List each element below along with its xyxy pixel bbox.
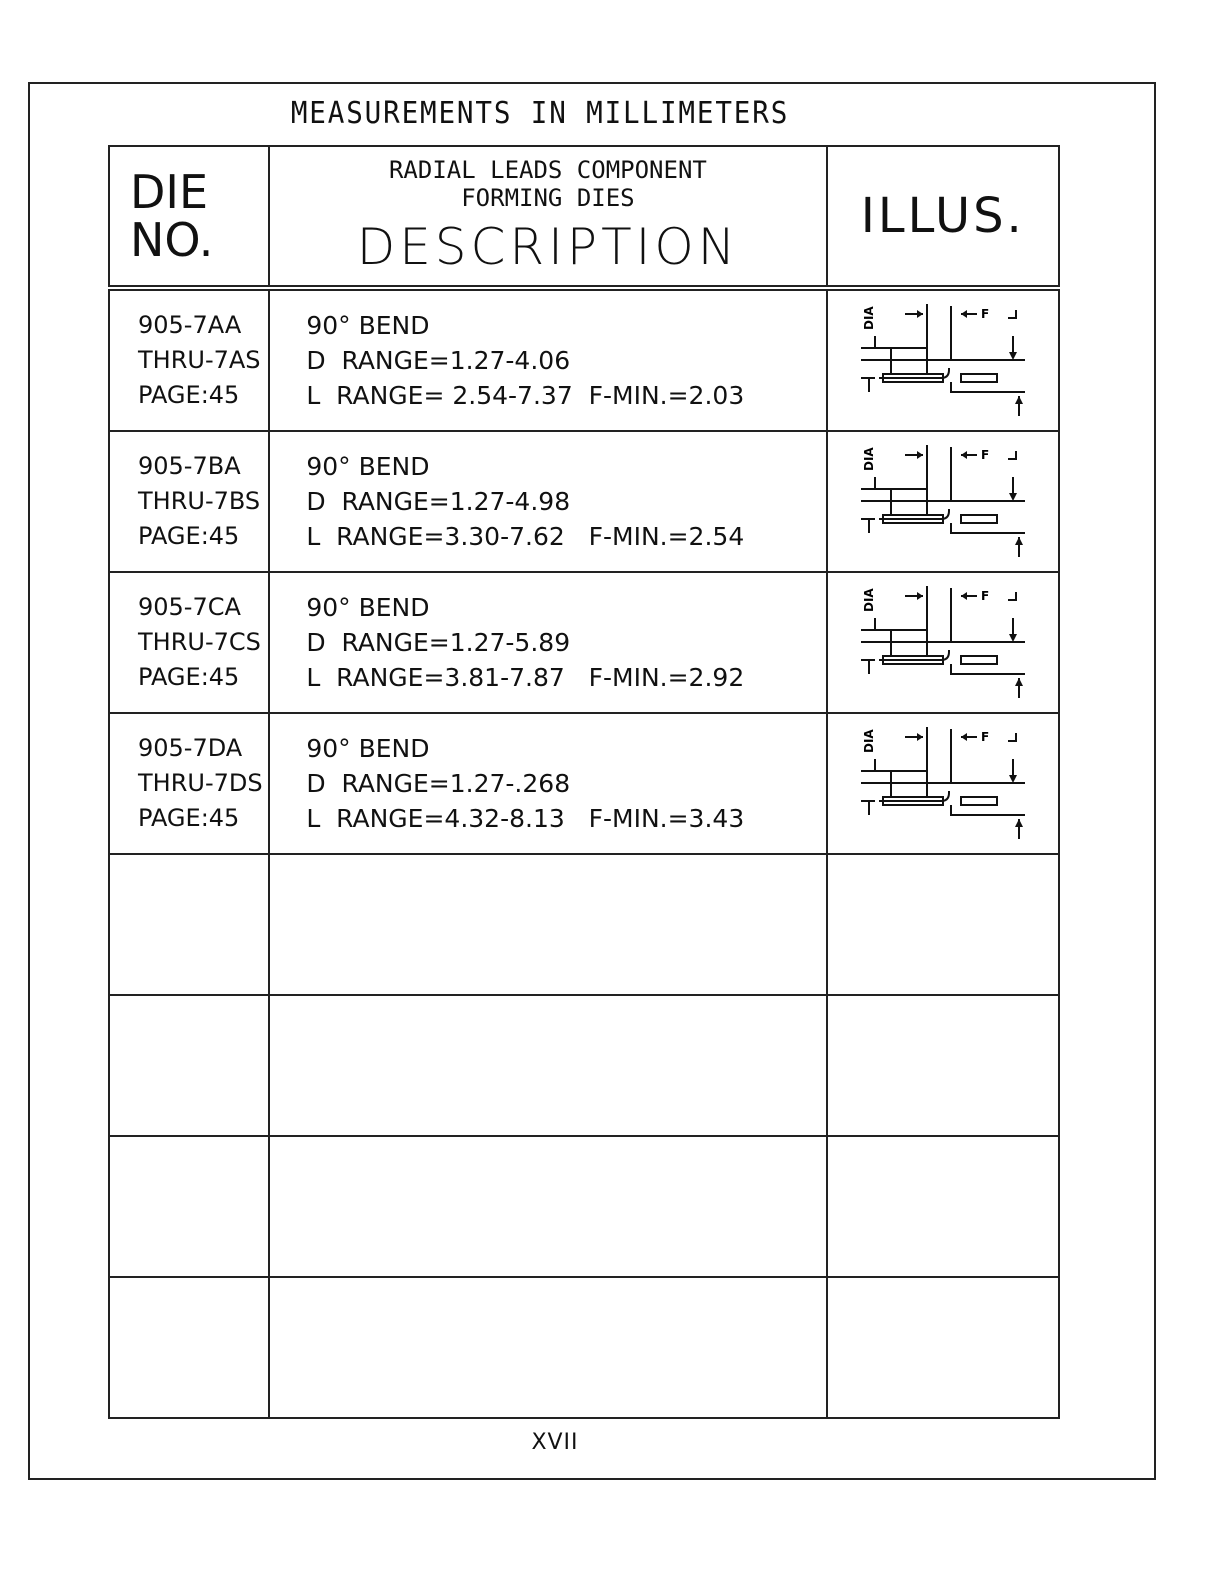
- t-marker: [861, 519, 875, 533]
- arrow-head: [1009, 352, 1017, 360]
- illustration-cell: [827, 713, 1060, 854]
- arrow-head: [1015, 819, 1023, 827]
- t-marker: [861, 378, 875, 392]
- corner-mark: [1008, 310, 1016, 318]
- arrow-head: [917, 733, 923, 741]
- d-range-text: D RANGE=1.27-5.89: [306, 628, 571, 657]
- arrow-head: [1015, 396, 1023, 404]
- bottom-line: [951, 382, 1025, 392]
- arrow-head: [1009, 634, 1017, 642]
- die-thru: THRU-7BS: [138, 487, 261, 515]
- dia-label: DIA: [861, 446, 876, 471]
- empty-cell: [269, 1277, 826, 1418]
- lead-tail: [961, 797, 997, 805]
- die-number: 905-7CA: [138, 593, 241, 621]
- illus-header: ILLUS.: [827, 146, 1060, 288]
- bend-text: 90° BEND: [306, 311, 430, 340]
- bend-text: 90° BEND: [306, 452, 430, 481]
- arrow-head: [1015, 537, 1023, 545]
- lead-tail: [961, 374, 997, 382]
- arrow-head: [917, 592, 923, 600]
- empty-cell: [827, 1277, 1060, 1418]
- empty-cell: [269, 995, 826, 1136]
- corner-mark: [1008, 733, 1016, 741]
- bend-diagram-icon: [853, 296, 1033, 426]
- die-header-line2: NO.: [130, 213, 214, 267]
- arrow-head: [917, 310, 923, 318]
- bend-diagram-icon: [853, 578, 1033, 708]
- bend-diagram-icon: [853, 437, 1033, 567]
- empty-table-row: [109, 1136, 1059, 1277]
- arrow-head: [1009, 775, 1017, 783]
- arrow-head: [1015, 678, 1023, 686]
- table-row: [109, 572, 1059, 713]
- d-range-text: D RANGE=1.27-4.98: [306, 487, 571, 516]
- bend-text: 90° BEND: [306, 593, 430, 622]
- description-cell: [269, 713, 826, 854]
- t-marker: [861, 801, 875, 815]
- die-number: 905-7AA: [138, 311, 242, 339]
- table-header-row: [109, 146, 1059, 288]
- empty-cell: [109, 1277, 269, 1418]
- empty-cell: [827, 995, 1060, 1136]
- bend-text: 90° BEND: [306, 734, 430, 763]
- l-range-text: L RANGE= 2.54-7.37 F-MIN.=2.03: [306, 381, 745, 410]
- table-row: [109, 431, 1059, 572]
- lead-tail: [961, 656, 997, 664]
- die-no-header: [109, 146, 269, 288]
- illustration-cell: [827, 431, 1060, 572]
- lead-tail: [961, 515, 997, 523]
- table-row: [109, 288, 1059, 431]
- die-page: PAGE:45: [138, 804, 240, 832]
- bottom-line: [951, 805, 1025, 815]
- description-subtitle-2: FORMING DIES: [461, 184, 635, 212]
- dia-label: DIA: [861, 587, 876, 612]
- empty-cell: [269, 1136, 826, 1277]
- description-cell: [269, 572, 826, 713]
- empty-cell: [109, 995, 269, 1136]
- arrow-head: [961, 451, 967, 459]
- die-thru: THRU-7DS: [138, 769, 263, 797]
- empty-table-row: [109, 995, 1059, 1136]
- f-label: F: [980, 306, 989, 321]
- description-cell: [269, 288, 826, 431]
- arrow-head: [961, 310, 967, 318]
- illustration-cell: [827, 288, 1060, 431]
- description-cell: [269, 431, 826, 572]
- l-range-text: L RANGE=3.81-7.87 F-MIN.=2.92: [306, 663, 745, 692]
- l-range-text: L RANGE=3.30-7.62 F-MIN.=2.54: [306, 522, 745, 551]
- description-header: [269, 146, 826, 288]
- die-no-cell: [109, 572, 269, 713]
- d-range-text: D RANGE=1.27-4.06: [306, 346, 571, 375]
- arrow-head: [961, 733, 967, 741]
- arrow-head: [1009, 493, 1017, 501]
- die-thru: THRU-7AS: [138, 346, 261, 374]
- dia-label: DIA: [861, 728, 876, 753]
- die-table: [108, 145, 1060, 1419]
- die-no-cell: [109, 713, 269, 854]
- description-subtitle-1: RADIAL LEADS COMPONENT: [388, 156, 707, 184]
- corner-mark: [1008, 592, 1016, 600]
- die-page: PAGE:45: [138, 663, 240, 691]
- f-label: F: [980, 588, 989, 603]
- bottom-line: [951, 523, 1025, 533]
- d-range-text: D RANGE=1.27-.268: [306, 769, 571, 798]
- die-page: PAGE:45: [138, 522, 240, 550]
- description-title: DESCRIPTION: [356, 218, 740, 276]
- die-no-cell: [109, 288, 269, 431]
- die-no-cell: [109, 431, 269, 572]
- empty-table-row: [109, 1277, 1059, 1418]
- arrow-head: [961, 592, 967, 600]
- die-header-line1: DIE: [130, 165, 209, 219]
- die-number: 905-7BA: [138, 452, 241, 480]
- t-marker: [861, 660, 875, 674]
- f-label: F: [980, 447, 989, 462]
- die-number: 905-7DA: [138, 734, 243, 762]
- die-page: PAGE:45: [138, 381, 240, 409]
- empty-cell: [827, 854, 1060, 995]
- arrow-head: [917, 451, 923, 459]
- page-number: XVII: [531, 1430, 579, 1455]
- illustration-cell: [827, 572, 1060, 713]
- empty-cell: [109, 854, 269, 995]
- die-thru: THRU-7CS: [138, 628, 261, 656]
- empty-cell: [269, 854, 826, 995]
- empty-cell: [109, 1136, 269, 1277]
- empty-cell: [827, 1136, 1060, 1277]
- table-row: [109, 713, 1059, 854]
- bottom-line: [951, 664, 1025, 674]
- dia-label: DIA: [861, 305, 876, 330]
- bend-diagram-icon: [853, 719, 1033, 849]
- empty-table-row: [109, 854, 1059, 995]
- f-label: F: [980, 729, 989, 744]
- l-range-text: L RANGE=4.32-8.13 F-MIN.=3.43: [306, 804, 745, 833]
- page-heading: MEASUREMENTS IN MILLIMETERS: [290, 96, 790, 131]
- corner-mark: [1008, 451, 1016, 459]
